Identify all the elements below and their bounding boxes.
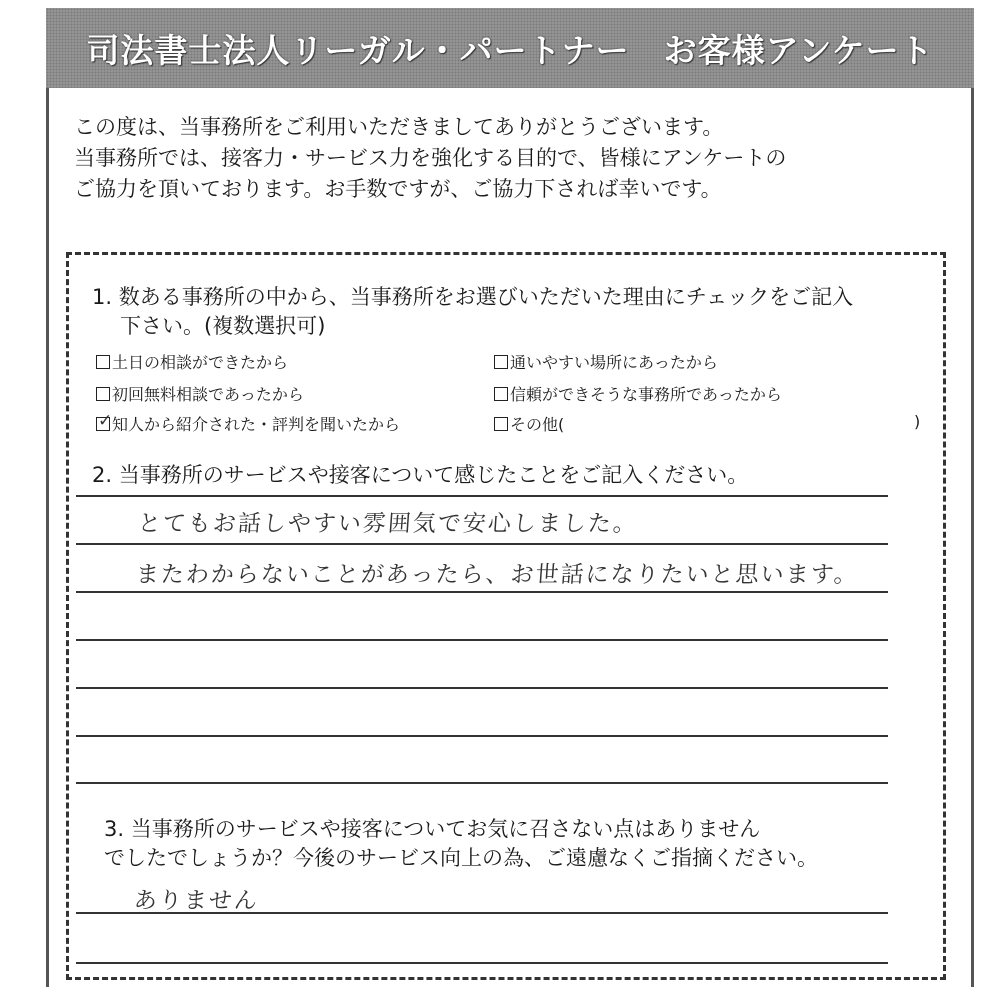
intro-text <box>74 112 934 205</box>
q1-other-close-paren: ) <box>914 412 921 431</box>
q1-option-free-consult[interactable] <box>96 382 304 405</box>
check-icon: ✓ <box>98 411 113 431</box>
intro-line: 当事務所では、接客力・サービス力を強化する目的で、皆様にアンケートの <box>74 146 787 170</box>
answer-line <box>76 912 888 914</box>
option-label: 通いやすい場所にあったから <box>510 353 718 372</box>
checkbox[interactable] <box>494 417 508 431</box>
q3-text-line2: でしたでしょうか？今後のサービス向上の為、ご遠慮なくご指摘ください。 <box>104 846 818 870</box>
answer-line <box>76 687 888 689</box>
answer-line <box>76 543 888 545</box>
answer-line <box>76 962 888 964</box>
intro-line: ご協力を頂いております。お手数ですが、ご協力下されば幸いです。 <box>74 177 722 201</box>
intro-line: この度は、当事務所をご利用いただきましてありがとうございます。 <box>74 115 724 139</box>
q3-answer[interactable]: ありません <box>132 888 260 914</box>
q2-text: 2. 当事務所のサービスや接客について感じたことをご記入ください。 <box>92 463 749 487</box>
q1-text-line1: 1. 数ある事務所の中から、当事務所をお選びいただいた理由にチェックをご記入 <box>92 285 854 309</box>
q3-text-line1: 3. 当事務所のサービスや接客についてお気に召さない点はありません <box>104 817 761 841</box>
q1-option-other[interactable] <box>494 412 564 435</box>
checkbox[interactable] <box>494 387 508 401</box>
checkbox[interactable] <box>96 387 110 401</box>
survey-header <box>46 8 974 88</box>
answer-line <box>76 591 888 593</box>
option-label: 初回無料相談であったから <box>112 385 304 404</box>
answer-line <box>76 495 888 497</box>
survey-title: 司法書士法人リーガル・パートナー お客様アンケート <box>86 30 934 70</box>
q1-option-weekend[interactable] <box>96 350 288 373</box>
checkbox[interactable] <box>494 355 508 369</box>
q2-answer-line2[interactable]: またわからないことがあったら、お世話になりたいと思います。 <box>134 562 860 588</box>
checkbox[interactable] <box>96 355 110 369</box>
option-label: 土日の相談ができたから <box>112 353 289 372</box>
option-label: 信頼ができそうな事務所であったから <box>510 385 782 404</box>
answer-line <box>76 639 888 641</box>
answer-line <box>76 782 888 784</box>
q1-option-trust[interactable] <box>494 382 782 405</box>
option-label: その他( <box>510 415 565 434</box>
answer-line <box>76 735 888 737</box>
checkbox-checked[interactable] <box>96 411 113 431</box>
option-label: 知人から紹介された・評判を聞いたから <box>112 415 401 434</box>
q2-answer-line1[interactable]: とてもお話しやすい雰囲気で安心しました。 <box>136 511 639 537</box>
q1-text-line2: 下さい。(複数選択可) <box>120 314 326 338</box>
q1-option-referral[interactable] <box>96 412 400 435</box>
q1-option-location[interactable] <box>494 350 718 373</box>
